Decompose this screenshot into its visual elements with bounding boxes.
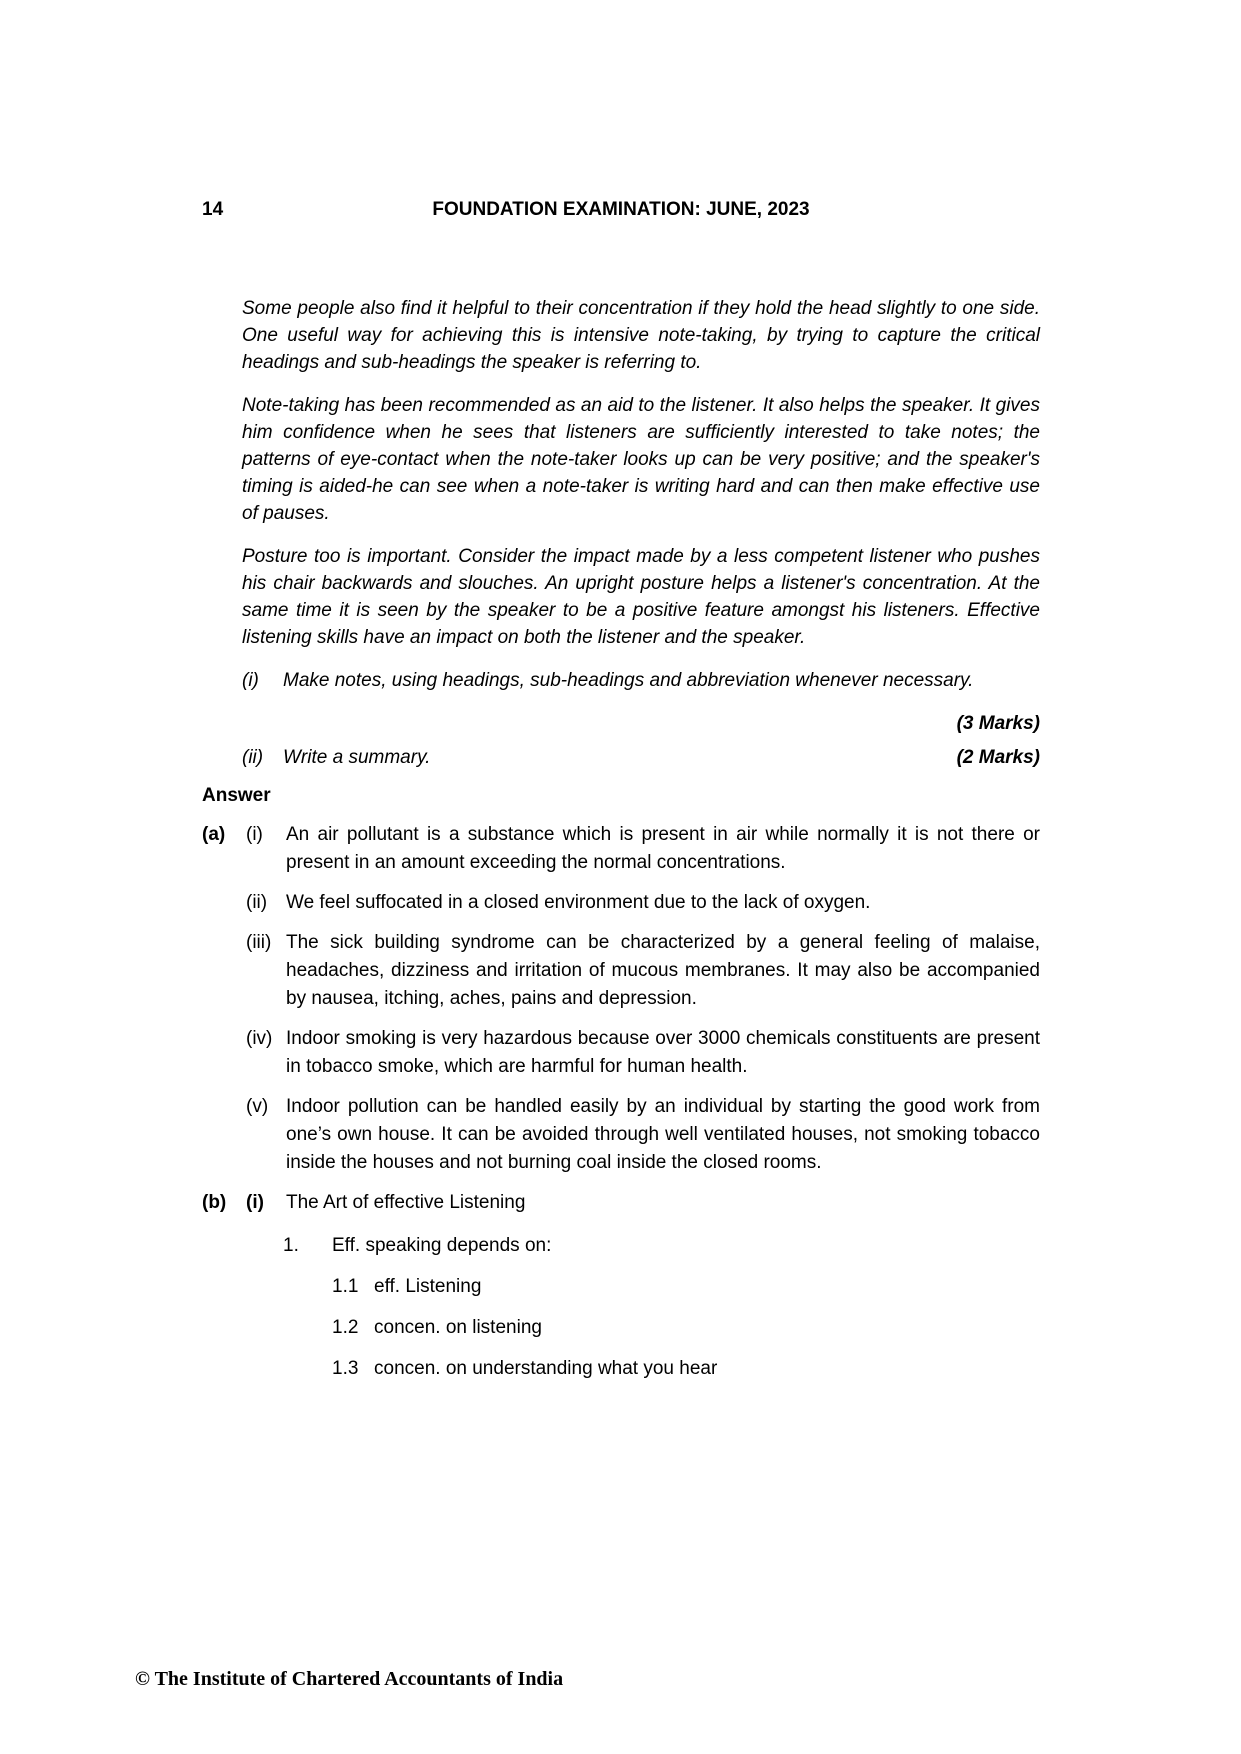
answer-item-text: We feel suffocated in a closed environment due to the lack of oxygen. [286,892,871,913]
question-item-i [242,667,1040,694]
outline-item-1-3 [332,1355,1040,1383]
page-number: 14 [202,199,224,220]
page-header [202,199,1040,221]
copyright-footer: © The Institute of Chartered Accountants of India [135,1668,564,1690]
page-title: FOUNDATION EXAMINATION: JUNE, 2023 [432,199,810,220]
question-item-marker: (ii) [242,747,264,768]
answer-row-b-i [202,1189,1040,1217]
outline-text: concen. on listening [374,1317,542,1338]
question-paragraph: Posture too is important. Consider the impact made by a less competent listener who pushes his chair backwards and slouches. An upright posture helps a listener's concentration. At the same time it is seen by the speaker to be a positive feature amongst his listeners. Effective listening skills have an impact on both the listener and the speaker. [242,546,1040,648]
marks-badge: (2 Marks) [956,747,1040,768]
answer-item-marker: (ii) [246,892,268,913]
outline-text: eff. Listening [374,1276,482,1297]
answer-part-label [202,1025,246,1081]
answer-item-marker: (iv) [246,1028,273,1049]
question-item-marker: (i) [242,670,259,691]
marks-badge: (3 Marks) [956,713,1040,734]
answer-row-a-iv [202,1025,1040,1081]
answer-row-a-i [202,821,1040,877]
outline-text: concen. on understanding what you hear [374,1358,718,1379]
question-paragraph: Some people also find it helpful to their concentration if they hold the head slightly to one side. One useful way for achieving this is intensive note-taking, by trying to capture the critical headings and sub-headings the speaker is referring to. [242,298,1040,373]
answer-row-a-v [202,1093,1040,1177]
outline-number: 1. [283,1235,299,1256]
answer-part-label: (a) [202,824,226,845]
outline-item-1-1 [332,1273,1040,1301]
answer-item-marker: (i) [246,1192,264,1213]
answer-part-label [202,1093,246,1177]
answer-item-text: Indoor pollution can be handled easily by an individual by starting the good work from one’s own house. It can be avoided through well ventilated houses, not smoking tobacco inside the houses and not burning coal inside the closed rooms. [286,1096,1040,1173]
marks-line [242,710,1040,737]
question-block [242,295,1040,771]
answer-part-label: (b) [202,1192,227,1213]
answer-row-a-iii [202,929,1040,1013]
answer-item-text: Indoor smoking is very hazardous because over 3000 chemicals constituents are present in tobacco smoke, which are harmful for human health. [286,1028,1040,1077]
answer-part-label [202,929,246,1013]
outline-number: 1.3 [332,1358,359,1379]
answer-item-text: An air pollutant is a substance which is present in air while normally it is not there or present in an amount exceeding the normal concentrations. [286,824,1040,873]
outline-number: 1.2 [332,1317,359,1338]
question-item-text: Write a summary. [283,747,431,768]
page-content [202,199,1040,1383]
answer-item-text: The sick building syndrome can be characterized by a general feeling of malaise, headaches, dizziness and irritation of mucous membranes. It may also be accompanied by nausea, itching, aches, pains and depression. [286,932,1040,1009]
question-item-ii [242,744,1040,771]
outline-number: 1.1 [332,1276,359,1297]
outline-item-1 [283,1232,1040,1260]
answer-item-text: The Art of effective Listening [286,1192,526,1213]
answer-heading: Answer [202,785,271,806]
answer-item-marker: (v) [246,1096,269,1117]
question-paragraph: Note-taking has been recommended as an aid to the listener. It also helps the speaker. It gives him confidence when he sees that listeners are sufficiently interested to take notes; the patterns of eye-contact when the note-taker looks up can be very positive; and the speaker's timing is aided-he can see when a note-taker is writing hard and can then make effective use of pauses. [242,395,1040,524]
question-item-text: Make notes, using headings, sub-headings and abbreviation whenever necessary. [283,670,974,691]
outline-text: Eff. speaking depends on: [332,1235,552,1256]
answer-item-marker: (iii) [246,932,272,953]
answer-row-a-ii [202,889,1040,917]
outline-item-1-2 [332,1314,1040,1342]
answer-part-label [202,889,246,917]
answer-item-marker: (i) [246,824,263,845]
